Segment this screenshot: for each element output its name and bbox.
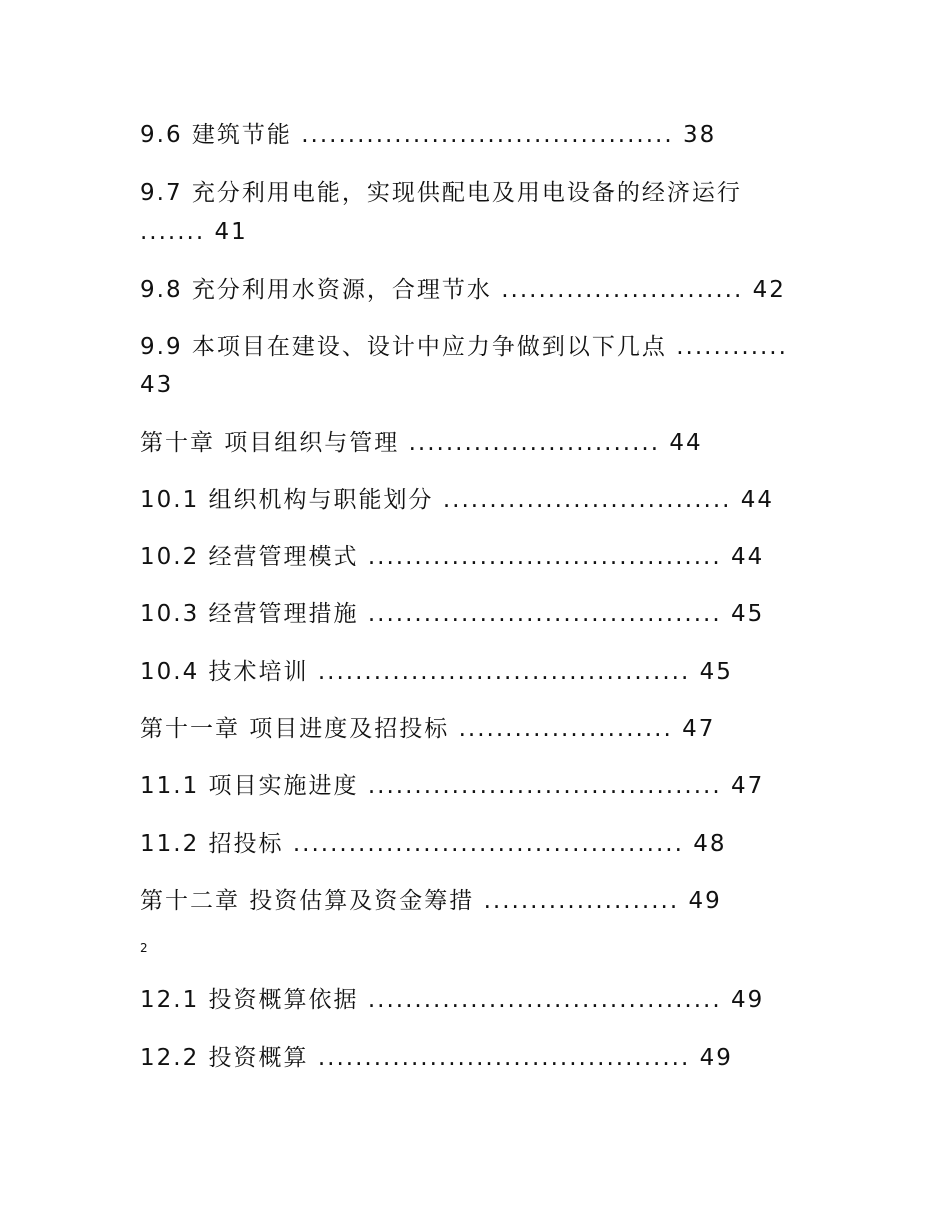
toc-entry-9-9: 9.9 本项目在建设、设计中应力争做到以下几点 ............	[140, 334, 788, 360]
toc-entry-9-8: 9.8 充分利用水资源，合理节水 .......................... 42	[140, 277, 786, 303]
toc-entry-10-3: 10.3 经营管理措施 ...................................... 45	[140, 601, 765, 627]
toc-entry-10-4: 10.4 技术培训 ........................................ 45	[140, 659, 733, 685]
toc-entry-9-7-page: ....... 41	[140, 219, 248, 245]
toc-entry-chapter-11: 第十一章 项目进度及招投标 ....................... 47	[140, 716, 716, 742]
toc-entry-12-2: 12.2 投资概算 ........................................ 49	[140, 1045, 733, 1071]
toc-entry-9-6: 9.6 建筑节能 ........................................ 38	[140, 122, 717, 148]
toc-entry-9-9-page: 43	[140, 372, 174, 398]
toc-entry-11-2: 11.2 招投标 .......................................... 48	[140, 831, 727, 857]
toc-entry-12-1: 12.1 投资概算依据 ...................................... 49	[140, 987, 765, 1013]
page-number: 2	[140, 941, 148, 955]
toc-entry-9-7: 9.7 充分利用电能，实现供配电及用电设备的经济运行	[140, 180, 742, 206]
toc-entry-10-2: 10.2 经营管理模式 ...................................... 44	[140, 544, 765, 570]
toc-entry-10-1: 10.1 组织机构与职能划分 ............................... 44	[140, 487, 775, 513]
toc-entry-11-1: 11.1 项目实施进度 ...................................... 47	[140, 773, 765, 799]
toc-entry-chapter-10: 第十章 项目组织与管理 ........................... 44	[140, 430, 703, 456]
toc-entry-chapter-12: 第十二章 投资估算及资金筹措 ..................... 49	[140, 888, 722, 914]
